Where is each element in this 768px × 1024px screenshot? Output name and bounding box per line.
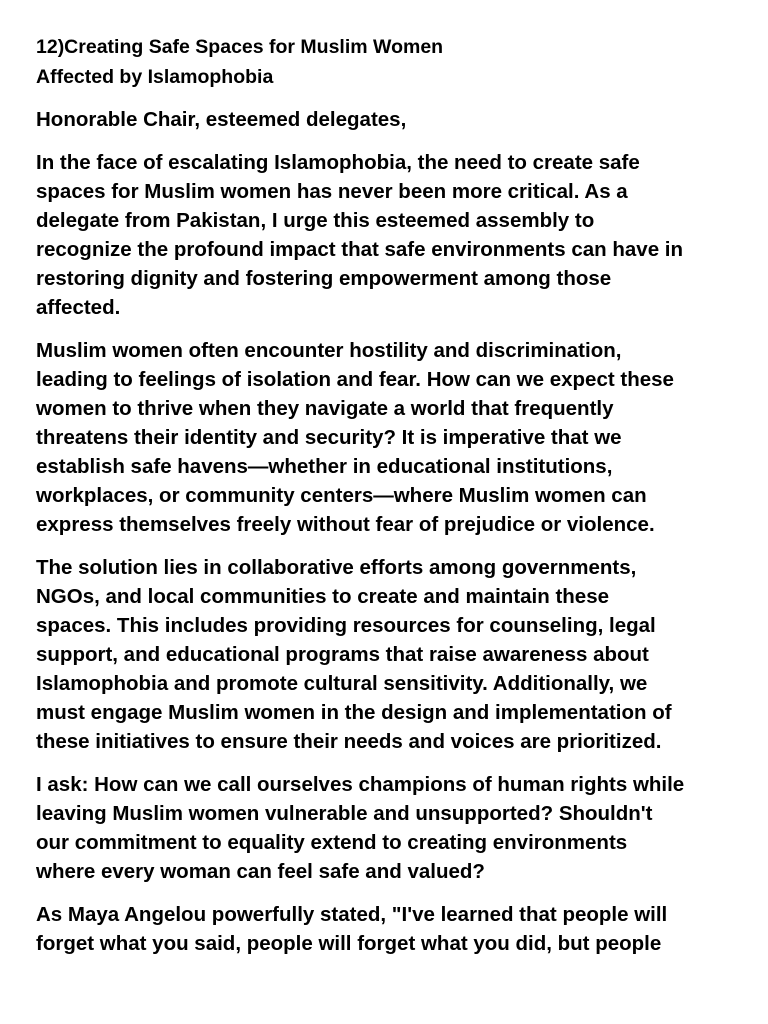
paragraph-line: our commitment to equality extend to creating environments xyxy=(36,831,628,854)
paragraph-line: Muslim women often encounter hostility and discrimination, xyxy=(36,339,622,362)
paragraph-line: spaces. This includes providing resources for counseling, legal xyxy=(36,614,656,637)
paragraph-line: In the face of escalating Islamophobia, the need to create safe xyxy=(36,151,640,174)
paragraph-line: As Maya Angelou powerfully stated, "I've learned that people will xyxy=(36,903,668,926)
paragraph-2 xyxy=(36,336,736,539)
document-title xyxy=(36,33,736,92)
paragraph-line: must engage Muslim women in the design and implementation of xyxy=(36,701,672,724)
title-line: 12)Creating Safe Spaces for Muslim Women xyxy=(36,36,444,58)
paragraph-3 xyxy=(36,553,736,756)
paragraph-line: forget what you said, people will forget what you did, but people xyxy=(36,932,662,955)
paragraph-line: The solution lies in collaborative efforts among governments, xyxy=(36,556,637,579)
paragraph-5 xyxy=(36,900,736,958)
paragraph-line: leading to feelings of isolation and fear. How can we expect these xyxy=(36,368,674,391)
paragraph-line: these initiatives to ensure their needs and voices are prioritized. xyxy=(36,730,662,753)
title-line: Affected by Islamophobia xyxy=(36,65,274,88)
paragraph-line: delegate from Pakistan, I urge this esteemed assembly to xyxy=(36,209,595,232)
paragraph-line: support, and educational programs that raise awareness about xyxy=(36,643,649,666)
paragraph-line: I ask: How can we call ourselves champions of human rights while xyxy=(36,773,685,796)
document-page xyxy=(36,33,736,972)
paragraph-line: leaving Muslim women vulnerable and unsupported? Shouldn't xyxy=(36,802,653,825)
paragraph-line: where every woman can feel safe and valued? xyxy=(36,860,485,883)
paragraph-line: workplaces, or community centers—where Muslim women can xyxy=(36,484,647,507)
paragraph-line: express themselves freely without fear of prejudice or violence. xyxy=(36,513,655,536)
paragraph-4 xyxy=(36,770,736,886)
salutation: Honorable Chair, esteemed delegates, xyxy=(36,108,407,131)
paragraph-line: women to thrive when they navigate a world that frequently xyxy=(36,397,614,420)
paragraph-1 xyxy=(36,148,736,322)
paragraph-line: threatens their identity and security? It is imperative that we xyxy=(36,426,622,449)
paragraph-line: NGOs, and local communities to create and maintain these xyxy=(36,585,610,608)
paragraph-line: establish safe havens—whether in educational institutions, xyxy=(36,455,613,478)
paragraph-line: Islamophobia and promote cultural sensitivity. Additionally, we xyxy=(36,672,648,695)
paragraph-line: restoring dignity and fostering empowerment among those xyxy=(36,267,612,290)
paragraph-line: recognize the profound impact that safe environments can have in xyxy=(36,238,684,261)
paragraph-line: affected. xyxy=(36,296,121,319)
paragraph-line: spaces for Muslim women has never been more critical. As a xyxy=(36,180,628,203)
